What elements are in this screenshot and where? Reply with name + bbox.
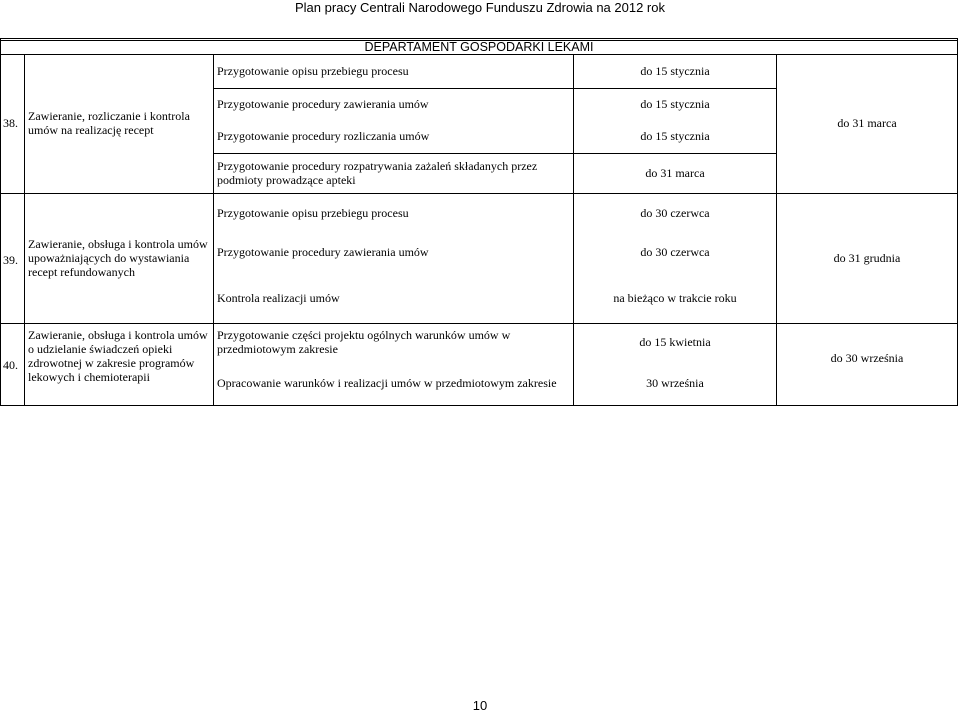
subtask-date: do 31 marca — [645, 166, 705, 180]
subtask-text: Przygotowanie procedury zawierania umów — [217, 97, 429, 111]
task-description-line: umów na realizację recept — [28, 123, 154, 137]
subtask-date: do 30 czerwca — [640, 245, 710, 259]
task-description-line: o udzielanie świadczeń opieki — [28, 342, 173, 356]
task-deadline: do 30 września — [830, 351, 904, 365]
row-38-divider-1 — [213, 88, 777, 89]
table-border-left — [0, 38, 1, 406]
row-38-divider-2 — [213, 153, 777, 154]
subtask-date: do 15 stycznia — [640, 129, 710, 143]
task-description-line: recept refundowanych — [28, 265, 135, 279]
subtask-text: Przygotowanie procedury rozliczania umów — [217, 129, 430, 143]
row-number: 40. — [3, 358, 18, 372]
task-description-line: lekowych i chemioterapii — [28, 370, 150, 384]
subtask-text: podmioty prowadzące apteki — [217, 173, 356, 187]
subtask-date: do 15 stycznia — [640, 64, 710, 78]
task-description-line: Zawieranie, obsługa i kontrola umów — [28, 237, 208, 251]
subtask-date: do 15 kwietnia — [639, 335, 711, 349]
subtask-text: Przygotowanie procedury zawierania umów — [217, 245, 429, 259]
row-separator-38-39 — [0, 193, 958, 194]
row-separator-39-40 — [0, 323, 958, 324]
subtask-text: Przygotowanie opisu przebiegu procesu — [217, 206, 409, 220]
row-number: 38. — [3, 116, 18, 130]
task-deadline: do 31 marca — [837, 116, 897, 130]
row-number: 39. — [3, 253, 18, 267]
table-border-bottom — [0, 405, 958, 406]
department-header: DEPARTAMENT GOSPODARKI LEKAMI — [364, 40, 594, 54]
subtask-text: Przygotowanie procedury rozpatrywania zażaleń składanych przez — [217, 159, 538, 173]
subtask-date: do 30 czerwca — [640, 206, 710, 220]
subtask-text: Kontrola realizacji umów — [217, 291, 340, 305]
subtask-date: na bieżąco w trakcie roku — [613, 291, 737, 305]
task-deadline: do 31 grudnia — [833, 251, 901, 265]
col-divider-task — [213, 54, 214, 406]
task-description-line: upoważniających do wystawiania — [28, 251, 190, 265]
col-divider-number — [24, 54, 25, 406]
subtask-text: Opracowanie warunków i realizacji umów w przedmiotowym zakresie — [217, 376, 557, 390]
task-description-line: Zawieranie, obsługa i kontrola umów — [28, 328, 208, 342]
subtask-date: do 15 stycznia — [640, 97, 710, 111]
task-description-line: Zawieranie, rozliczanie i kontrola — [28, 109, 190, 123]
page-title: Plan pracy Centrali Narodowego Funduszu Zdrowia na 2012 rok — [295, 0, 665, 15]
task-description-line: zdrowotnej w zakresie programów — [28, 356, 195, 370]
page-number: 10 — [472, 698, 488, 713]
table-border-top — [0, 38, 958, 39]
subtask-date: 30 września — [646, 376, 704, 390]
subtask-text: Przygotowanie części projektu ogólnych warunków umów w — [217, 328, 511, 342]
subtask-text: przedmiotowym zakresie — [217, 342, 338, 356]
department-divider — [0, 54, 958, 55]
table-border-right — [957, 38, 958, 406]
subtask-text: Przygotowanie opisu przebiegu procesu — [217, 64, 409, 78]
